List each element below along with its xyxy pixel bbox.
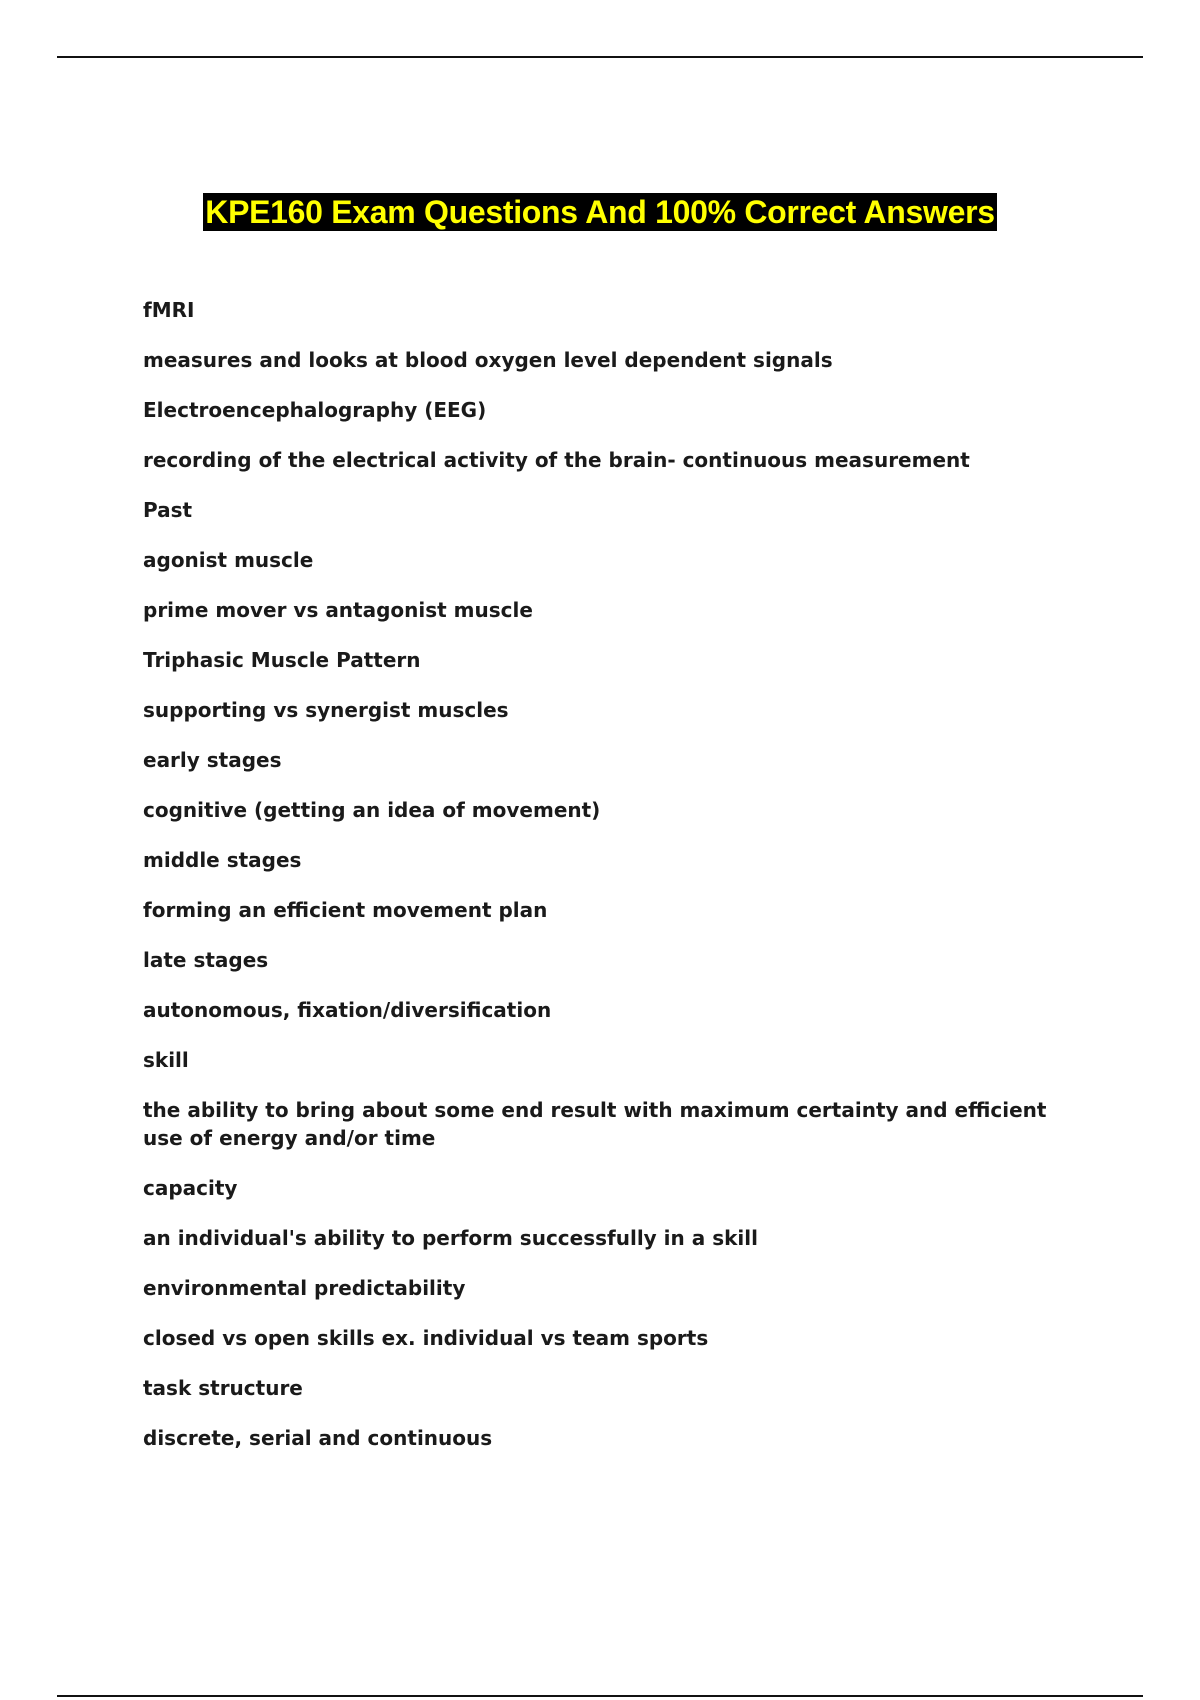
list-item: late stages bbox=[143, 948, 269, 972]
document-title: KPE160 Exam Questions And 100% Correct Answers bbox=[205, 194, 995, 230]
list-item: early stages bbox=[143, 748, 282, 772]
list-item: environmental predictability bbox=[143, 1276, 466, 1300]
list-item: task structure bbox=[143, 1376, 303, 1400]
list-item: Electroencephalography (EEG) bbox=[143, 398, 487, 422]
list-item: an individual's ability to perform successfully in a skill bbox=[143, 1226, 758, 1250]
list-item: fMRI bbox=[143, 298, 195, 322]
list-item: prime mover vs antagonist muscle bbox=[143, 598, 533, 622]
list-item: agonist muscle bbox=[143, 548, 314, 572]
list-item: skill bbox=[143, 1048, 189, 1072]
title-container bbox=[0, 193, 1200, 231]
top-rule bbox=[57, 56, 1143, 58]
list-item: supporting vs synergist muscles bbox=[143, 698, 509, 722]
list-item: autonomous, fixation/diversification bbox=[143, 998, 552, 1022]
list-item: the ability to bring about some end result with maximum certainty and efficient use of energy and/or time bbox=[143, 1098, 1047, 1150]
list-item: capacity bbox=[143, 1176, 238, 1200]
list-item: recording of the electrical activity of the brain- continuous measurement bbox=[143, 448, 970, 472]
bottom-rule bbox=[57, 1695, 1143, 1697]
list-item: Past bbox=[143, 498, 193, 522]
list-item: closed vs open skills ex. individual vs team sports bbox=[143, 1326, 709, 1350]
list-item: discrete, serial and continuous bbox=[143, 1426, 493, 1450]
list-item: cognitive (getting an idea of movement) bbox=[143, 798, 601, 822]
list-item: forming an efficient movement plan bbox=[143, 898, 548, 922]
list-item: measures and looks at blood oxygen level dependent signals bbox=[143, 348, 833, 372]
qa-list bbox=[143, 296, 1083, 1474]
list-item: middle stages bbox=[143, 848, 302, 872]
list-item: Triphasic Muscle Pattern bbox=[143, 648, 421, 672]
